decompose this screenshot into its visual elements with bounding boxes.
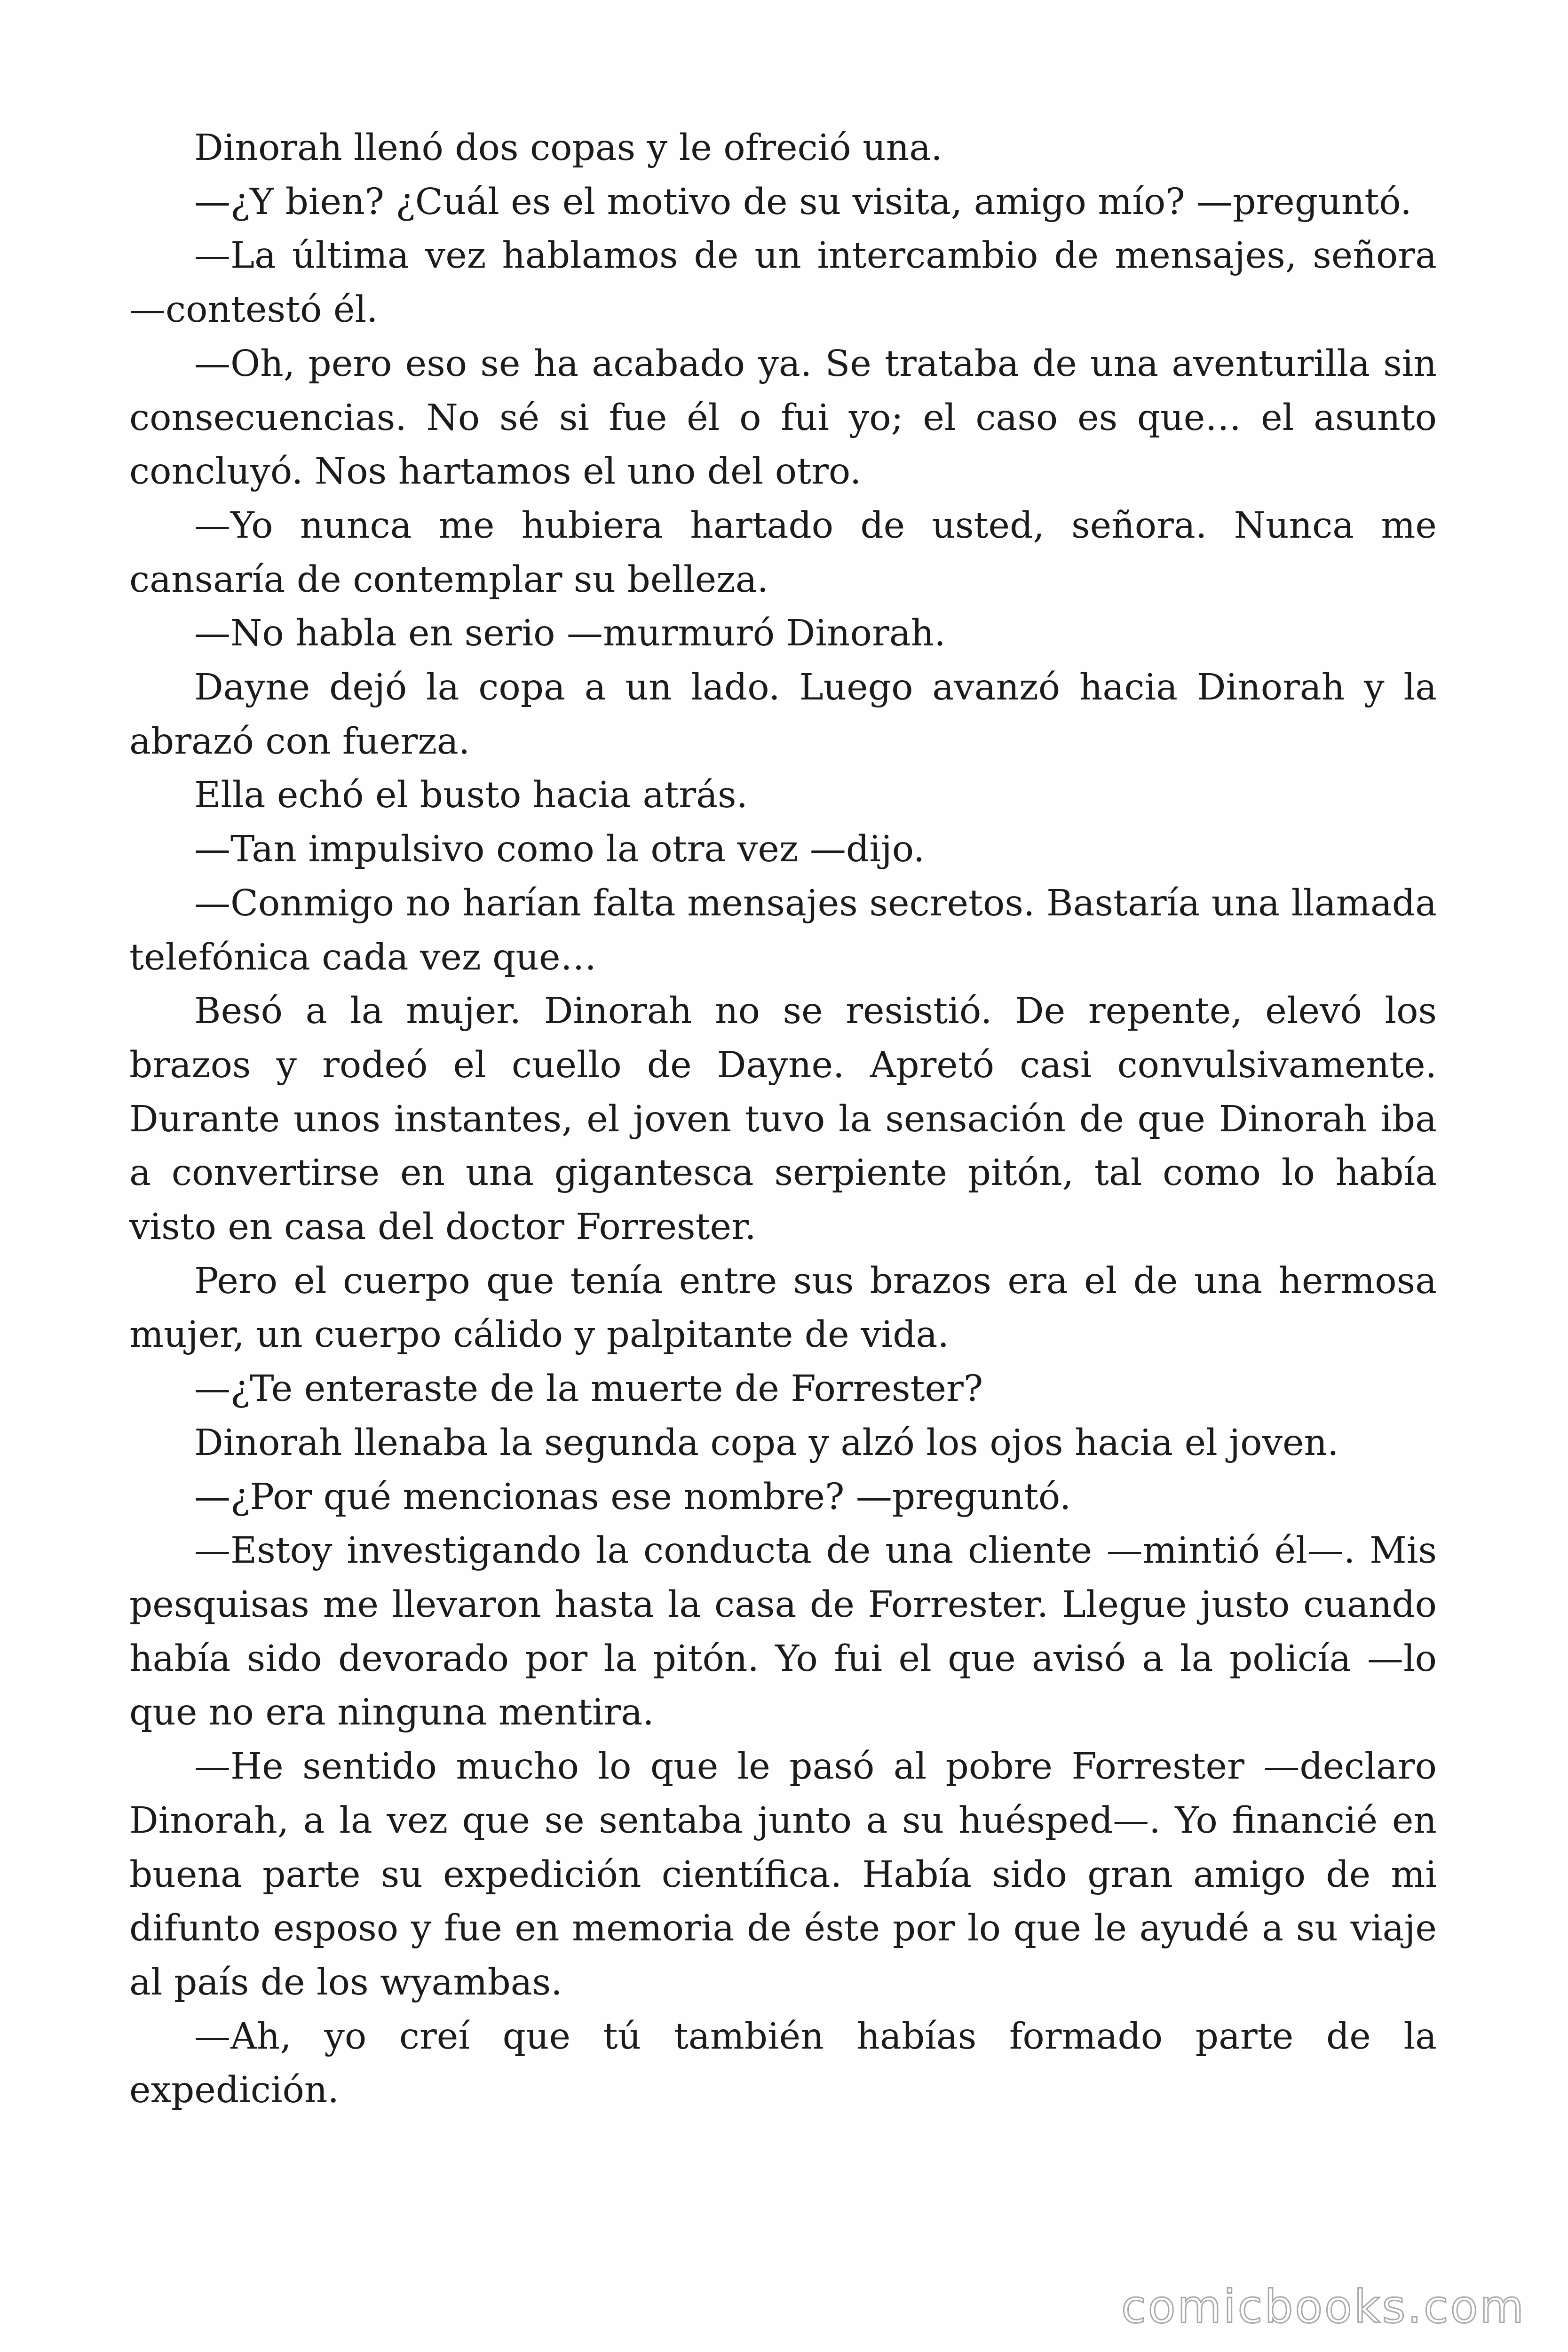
watermark-logo: comicbooks.com — [1121, 2280, 1526, 2333]
paragraph: Ella echó el busto hacia atrás. — [194, 774, 748, 817]
paragraph: —No habla en serio —murmuró Dinorah. — [194, 612, 946, 655]
paragraph: —¿Te enteraste de la muerte de Forrester? — [194, 1368, 983, 1410]
body-text — [129, 121, 1437, 2118]
paragraph: —¿Y bien? ¿Cuál es el motivo de su visita, amigo mío? —preguntó. — [194, 181, 1412, 223]
paragraph: —Tan impulsivo como la otra vez —dijo. — [194, 828, 925, 871]
paragraph: —Estoy investigando la conducta de una cliente —mintió él—. Mis pesquisas me llevaron hasta la casa de Forrester. Llegue justo cuando había sido devorado por la pitón. Yo fui el que avisó a la policía —lo que no era ninguna mentira. — [129, 1530, 1437, 1734]
paragraph: —Conmigo no harían falta mensajes secretos. Bastaría una llamada telefónica cada vez que… — [129, 882, 1437, 978]
paragraph: —¿Por qué mencionas ese nombre? —preguntó. — [194, 1476, 1071, 1518]
paragraph: —Ah, yo creí que tú también habías formado parte de la expedición. — [129, 2015, 1437, 2112]
paragraph: Dayne dejó la copa a un lado. Luego avanzó hacia Dinorah y la abrazó con fuerza. — [129, 667, 1437, 763]
paragraph: Dinorah llenó dos copas y le ofreció una. — [194, 127, 942, 169]
paragraph: Dinorah llenaba la segunda copa y alzó los ojos hacia el joven. — [194, 1422, 1339, 1464]
paragraph: —Oh, pero eso se ha acabado ya. Se trataba de una aventurilla sin consecuencias. No sé si fue él o fui yo; el caso es que… el asunto concluyó. Nos hartamos el uno del otro. — [129, 342, 1437, 493]
paragraph: —La última vez hablamos de un intercambio de mensajes, señora —contestó él. — [129, 235, 1437, 331]
paragraph: —He sentido mucho lo que le pasó al pobre Forrester —declaro Dinorah, a la vez que se sentaba junto a su huésped—. Yo financié en buena parte su expedición científica. Había sido gran amigo de mi difunto esposo y fue en memoria de éste por lo que le ayudé a su viaje al país de los wyambas. — [129, 1746, 1437, 2003]
paragraph: —Yo nunca me hubiera hartado de usted, señora. Nunca me cansaría de contemplar su belleza. — [129, 504, 1437, 601]
paragraph: Besó a la mujer. Dinorah no se resistió. De repente, elevó los brazos y rodeó el cuello de Dayne. Apretó casi convulsivamente. Durante unos instantes, el joven tuvo la sensación de que Dinorah iba a convertirse en una gigantesca serpiente pitón, tal como lo había visto en casa del doctor Forrester. — [129, 990, 1437, 1248]
paragraph: Pero el cuerpo que tenía entre sus brazos era el de una hermosa mujer, un cuerpo cálido y palpitante de vida. — [129, 1260, 1437, 1356]
